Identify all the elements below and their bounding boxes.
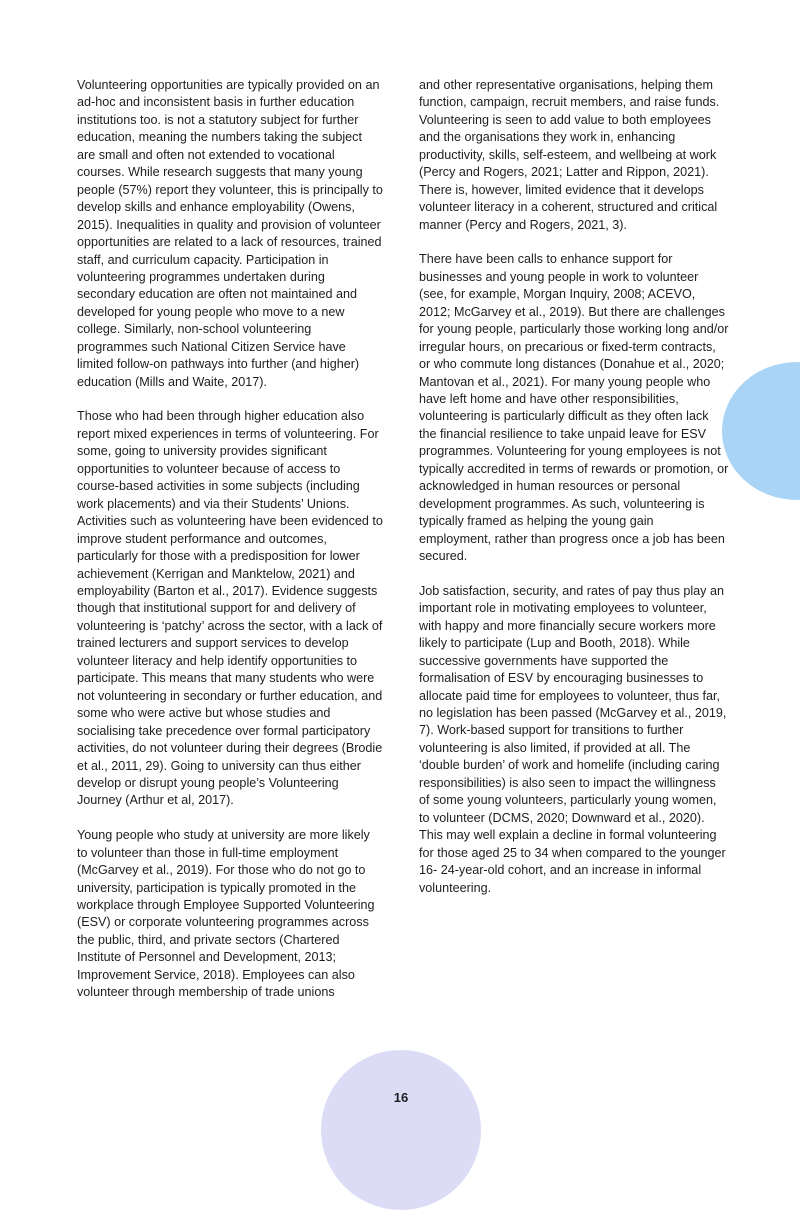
decorative-lavender-blob bbox=[321, 1050, 481, 1210]
paragraph: Those who had been through higher education also report mixed experiences in terms of volunteering. For some, going to university provides significant opportunities to volunteer because of access to course-based activities in some subjects (including work placements) and via their Students’ Unions. Activities such as volunteering have been evidenced to improve student performance and outcomes, particularly for those with a predisposition for lower achievement (Kerrigan and Manktelow, 2021) and employability (Barton et al., 2017). Evidence suggests though that institutional support for and delivery of volunteering is ‘patchy’ across the sector, with a lack of trained lecturers and support services to develop volunteer literacy and help identify opportunities to participate. This means that many students who were not volunteering in secondary or further education, and some who were active but whose studies and socialising take precedence over formal participatory activities, do not volunteer during their degrees (Brodie et al., 2011, 29). Going to university can thus either develop or disrupt young people’s Volunteering Journey (Arthur et al, 2017). bbox=[77, 409, 383, 808]
paragraph: Young people who study at university are more likely to volunteer than those in full-time employment (McGarvey et al., 2019). For those who do not go to university, participation is typically promoted in the workplace through Employee Supported Volunteering (ESV) or corporate volunteering programmes across the public, third, and private sectors (Chartered Institute of Personnel and Development, 2013; Improvement Service, 2018). Employees can also volunteer through membership of trade unions bbox=[77, 828, 375, 1000]
left-column bbox=[77, 77, 383, 1019]
right-column bbox=[419, 77, 729, 914]
paragraph: Job satisfaction, security, and rates of pay thus play an important role in motivating employees to volunteer, with happy and more financially secure workers more likely to participate (Lup and Booth, 2018). While successive governments have supported the formalisation of ESV by encouraging businesses to allocate paid time for employees to volunteer, thus far, no legislation has been passed (McGarvey et al., 2019, 7). Work-based support for transitions to further volunteering is also limited, if provided at all. The ‘double burden’ of work and homelife (including caring responsibilities) is also seen to impact the willingness of some young volunteers, particularly young women, to volunteer (DCMS, 2020; Downward et al., 2020). This may well explain a decline in formal volunteering for those aged 25 to 34 when compared to the younger 16- 24-year-old cohort, and an increase in informal volunteering. bbox=[419, 583, 727, 895]
paragraph: and other representative organisations, helping them function, campaign, recruit members, and raise funds. Volunteering is seen to add value to both employees and the organisations they work in, enhancing productivity, skills, self-esteem, and wellbeing at work (Percy and Rogers, 2021; Latter and Rippon, 2021). There is, however, limited evidence that it develops volunteer literacy in a coherent, structured and critical manner (Percy and Rogers, 2021, 3). bbox=[419, 78, 720, 232]
decorative-blue-blob bbox=[722, 362, 800, 500]
paragraph: There have been calls to enhance support for businesses and young people in work to volunteer (see, for example, Morgan Inquiry, 2008; ACEVO, 2012; McGarvey et al., 2019). But there are challenges for young people, particularly those working long and/or irregular hours, on precarious or fixed-term contracts, or who commute long distances (Donahue et al., 2020; Mantovan et al., 2021). For many young people who have left home and have other responsibilities, volunteering is particularly difficult as they often lack the financial resilience to take unpaid leave for ESV programmes. Volunteering for young employees is not typically accredited in terms of rewards or promotion, or acknowledged in human resources or personal development programmes. As such, volunteering is typically framed as helping the young gain employment, rather than progress once a job has been secured. bbox=[419, 252, 729, 564]
paragraph: Volunteering opportunities are typically provided on an ad-hoc and inconsistent basis in further education institutions too. is not a statutory subject for further education, meaning the numbers taking the subject are small and often not extended to vocational courses. While research suggests that many young people (57%) report they volunteer, this is principally to develop skills and enhance employability (Owens, 2015). Inequalities in quality and provision of volunteer opportunities are related to a lack of resources, trained staff, and curriculum capacity. Participation in volunteering programmes undertaken during secondary education are often not maintained and developed for young people who move to a new college. Similarly, non-school volunteering programmes such National Citizen Service have limited follow-on pathways into further (and higher) education (Mills and Waite, 2017). bbox=[77, 78, 383, 389]
page-number: 16 bbox=[393, 1090, 409, 1105]
